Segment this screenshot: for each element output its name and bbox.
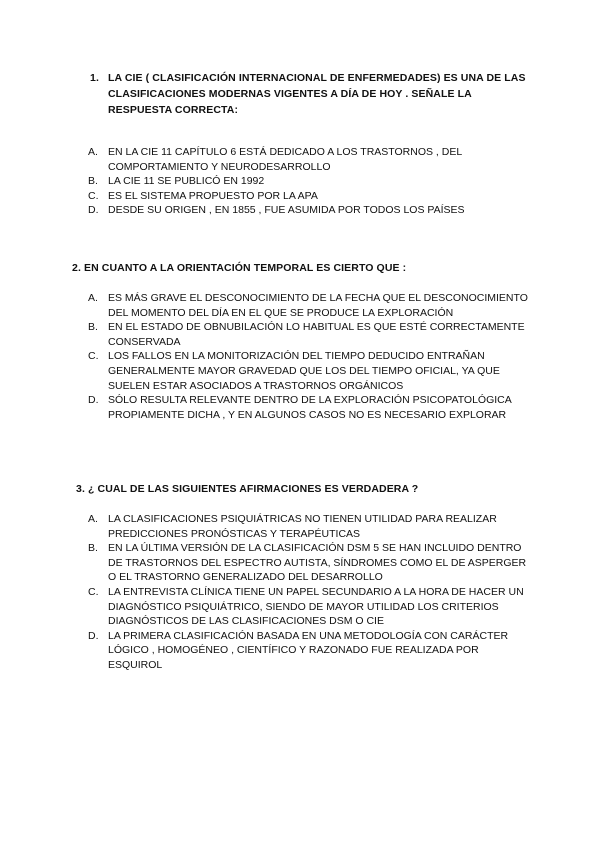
option-letter: D. — [88, 629, 99, 642]
option-text: EN LA ÚLTIMA VERSIÓN DE LA CLASIFICACIÓN DSM 5 SE HAN INCLUIDO DENTRO DE TRASTORNOS DEL ESPECTRO AUTISTA, SÍNDROMES COMO EL DE ASPERGER O EL TRASTORNO GENERALIZADO DEL DESARROLLO — [108, 542, 527, 584]
option-letter: C. — [88, 189, 99, 202]
option-text: EN LA CIE 11 CAPÍTULO 6 ESTÁ DEDICADO A LOS TRASTORNOS , DEL COMPORTAMIENTO Y NEURODESARROLLO — [108, 146, 462, 173]
option-a — [88, 145, 528, 174]
option-text: ES EL SISTEMA PROPUESTO POR LA APA — [108, 189, 318, 202]
option-b — [88, 174, 528, 189]
option-letter: C. — [88, 350, 99, 363]
option-text: LOS FALLOS EN LA MONITORIZACIÓN DEL TIEMPO DEDUCIDO ENTRAÑAN GENERALMENTE MAYOR GRAVEDAD QUE LOS DEL TIEMPO OFICIAL, YA QUE SUELEN ESTAR ASOCIADOS A TRASTORNOS ORGÁNICOS — [108, 350, 500, 392]
option-text: LA ENTREVISTA CLÍNICA TIENE UN PAPEL SECUNDARIO A LA HORA DE HACER UN DIAGNÓSTICO PSIQUIÁTRICO, SIENDO DE MAYOR UTILIDAD LOS CRITERIOS DIAGNÓSTICOS DE LAS CLASIFICACIONES DSM O CIE — [108, 585, 524, 628]
option-a — [88, 512, 528, 541]
option-text: LA CIE 11 SE PUBLICÓ EN 1992 — [108, 175, 265, 188]
question-2-prompt: 2. EN CUANTO A LA ORIENTACIÓN TEMPORAL ES CIERTO QUE : — [72, 262, 407, 274]
question-1-options — [88, 145, 528, 218]
option-letter: B. — [88, 542, 98, 555]
question-3-options — [88, 512, 528, 673]
option-c — [88, 189, 528, 204]
option-c — [88, 585, 528, 629]
option-d — [88, 203, 528, 218]
option-d — [88, 629, 528, 673]
option-d — [88, 393, 528, 422]
option-text: LA PRIMERA CLASIFICACIÓN BASADA EN UNA METODOLOGÍA CON CARÁCTER LÓGICO , HOMOGÉNEO , CIENTÍFICO Y RAZONADO FUE REALIZADA POR ESQUIROL — [108, 629, 509, 671]
option-letter: D. — [88, 394, 99, 407]
option-text: SÓLO RESULTA RELEVANTE DENTRO DE LA EXPLORACIÓN PSICOPATOLÓGICA PROPIAMENTE DICHA , Y EN ALGUNOS CASOS NO ES NECESARIO EXPLORAR — [108, 394, 512, 421]
option-text: LA CLASIFICACIONES PSIQUIÁTRICAS NO TIENEN UTILIDAD PARA REALIZAR PREDICCIONES PRONÓSTICAS Y TERAPÉUTICAS — [108, 513, 497, 540]
option-letter: B. — [88, 175, 98, 188]
question-number: 1. — [90, 72, 99, 84]
option-b — [88, 320, 528, 349]
option-letter: B. — [88, 321, 98, 334]
question-text: LA CIE ( CLASIFICACIÓN INTERNACIONAL DE ENFERMEDADES) ES UNA DE LAS CLASIFICACIONES MODERNAS VIGENTES A DÍA DE HOY . SEÑALE LA RESPUESTA CORRECTA: — [108, 72, 526, 116]
option-letter: A. — [88, 513, 98, 525]
option-letter: C. — [88, 585, 99, 598]
option-letter: A. — [88, 146, 98, 158]
question-3-prompt: 3. ¿ CUAL DE LAS SIGUIENTES AFIRMACIONES ES VERDADERA ? — [76, 483, 419, 495]
question-2-options — [88, 291, 528, 422]
option-text: EN EL ESTADO DE OBNUBILACIÓN LO HABITUAL ES QUE ESTÉ CORRECTAMENTE CONSERVADA — [108, 321, 525, 348]
option-a — [88, 291, 528, 320]
option-b — [88, 541, 528, 585]
option-text: ES MÁS GRAVE EL DESCONOCIMIENTO DE LA FECHA QUE EL DESCONOCIMIENTO DEL MOMENTO DEL DÍA EN EL QUE SE PRODUCE LA EXPLORACIÓN — [108, 292, 528, 319]
option-letter: A. — [88, 292, 98, 304]
option-c — [88, 349, 528, 393]
question-1-prompt — [90, 70, 530, 118]
option-text: DESDE SU ORIGEN , EN 1855 , FUE ASUMIDA POR TODOS LOS PAÍSES — [108, 204, 465, 217]
option-letter: D. — [88, 204, 99, 217]
